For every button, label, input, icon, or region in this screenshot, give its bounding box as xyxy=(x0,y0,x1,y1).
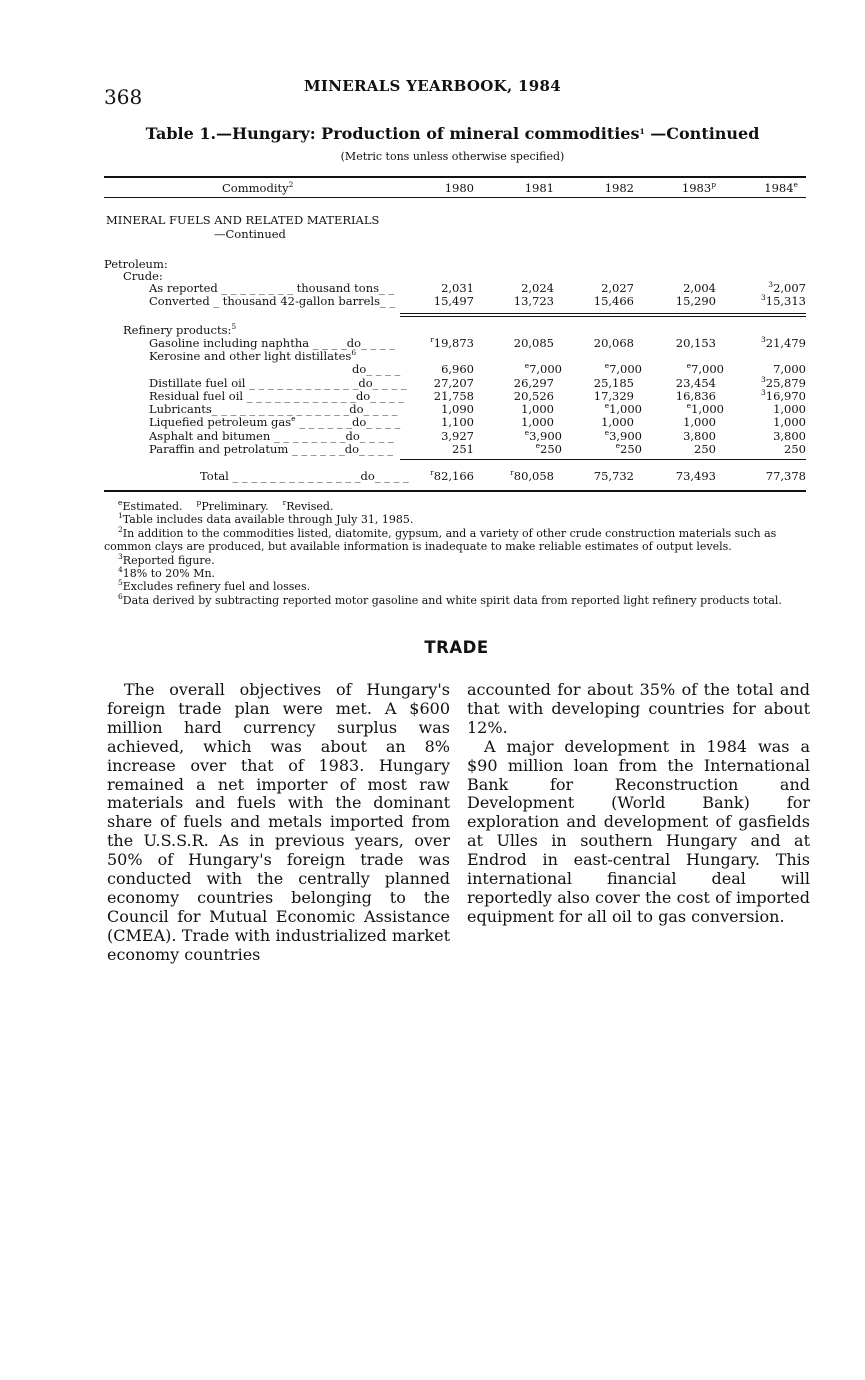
cell-1983: 1,000 xyxy=(683,415,716,429)
cell-1982: 17,329 xyxy=(593,389,634,403)
column-header-1984: 1984e xyxy=(764,180,798,195)
subtotal-rule-2 xyxy=(400,316,806,317)
cell-1981: 1,000 xyxy=(521,402,554,416)
table-title xyxy=(0,124,865,143)
cell-1980: 6,960 xyxy=(441,362,474,376)
cell-1982: 1,000 xyxy=(601,415,634,429)
footnote-6: $^6$Data derived by subtracting reported motor gasoline and white spirit data from reported light refinery products total. xyxy=(118,591,782,607)
cell-1984: 77,378 xyxy=(765,469,806,483)
cell-1981: 20,526 xyxy=(513,389,554,403)
section-heading-row xyxy=(104,213,806,227)
cell-1980: $^r$19,873 xyxy=(430,335,474,350)
cell-1981: 2,024 xyxy=(521,281,554,295)
table-title-suffix: —Continued xyxy=(644,124,760,143)
table-row xyxy=(104,429,806,443)
cell-1980: 2,031 xyxy=(441,281,474,295)
cell-1983: 2,004 xyxy=(683,281,716,295)
row-label-lubricants: Lubricants_ _ _ _ _ _ _ _ _ _ _ _ _ _ _do_ _ _ _ xyxy=(149,402,398,416)
table-row xyxy=(104,442,806,456)
trade-paragraph-2: A major development in 1984 was a $90 million loan from the International Bank for Reconstruction and Development (World Bank) for exploration and development of gasfields at Ulles in southern Hungary and at Endrod in east-central Hungary. This international financial deal will reportedly also cover the cost of imported equipment for all oil to gas conversion. xyxy=(467,736,810,926)
trade-right-column xyxy=(467,681,810,927)
cell-1983: 16,836 xyxy=(675,389,716,403)
refinery-label-row xyxy=(104,323,806,337)
column-header-1981: 1981 xyxy=(524,181,554,195)
crude-label: Crude: xyxy=(123,269,163,283)
cell-1980: $^r$82,166 xyxy=(430,468,474,483)
cell-1980: 3,927 xyxy=(441,429,474,443)
trade-left-column xyxy=(107,681,450,965)
cell-1980: 251 xyxy=(452,442,474,456)
cell-1983: 20,153 xyxy=(675,336,716,350)
table-header-row xyxy=(104,181,806,195)
table-row xyxy=(104,349,806,363)
cell-1984: $^3$2,007 xyxy=(768,280,806,295)
table-row-total xyxy=(104,469,806,483)
section-continued-row xyxy=(104,227,806,241)
row-label-paraffin: Paraffin and petrolatum _ _ _ _ _ _do_ _ _ _ xyxy=(149,442,393,456)
footnote-3: $^3$Reported figure. xyxy=(118,551,215,567)
cell-1980: 27,207 xyxy=(433,376,474,390)
cell-1980: 21,758 xyxy=(433,389,474,403)
running-head: MINERALS YEARBOOK, 1984 xyxy=(304,77,561,95)
cell-1984: 1,000 xyxy=(773,415,806,429)
cell-1982: 20,068 xyxy=(593,336,634,350)
petroleum-label: Petroleum: xyxy=(104,257,168,271)
row-label-total: Total _ _ _ _ _ _ _ _ _ _ _ _ _ _do_ _ _ _ xyxy=(200,469,409,483)
row-label-kerosine: Kerosine and other light distillates$^6$ xyxy=(149,348,357,363)
cell-1983: 3,800 xyxy=(683,429,716,443)
trade-paragraph-1: The overall objectives of Hungary's foreign trade plan were met. A $600 million hard currency surplus was achieved, which was about an 8% increase over that of 1983. Hungary remained a net importer of most raw materials and fuels with the dominant share of fuels and metals imported from the U.S.S.R. As in previous years, over 50% of Hungary's foreign trade was conducted with the centrally planned economy countries belonging to the Council for Mutual Economic Assistance (CMEA). Trade with industrialized market economy countries xyxy=(107,680,450,964)
table-title-footnote: 1 xyxy=(639,127,645,136)
cell-1983: 23,454 xyxy=(675,376,716,390)
cell-1984: $^3$16,970 xyxy=(760,388,806,403)
cell-1983: 73,493 xyxy=(675,469,716,483)
cell-1983: $^e$7,000 xyxy=(686,361,724,376)
cell-1984: $^3$25,879 xyxy=(760,375,806,390)
cell-1981: 20,085 xyxy=(513,336,554,350)
table-header-rule xyxy=(104,197,806,198)
row-label-lpg: Liquefied petroleum gas$^e$ _ _ _ _ _ _do_ _ _ _ xyxy=(149,414,401,429)
table-subtitle: (Metric tons unless otherwise specified) xyxy=(340,150,565,163)
total-rule xyxy=(400,459,806,460)
cell-1982: 15,466 xyxy=(593,294,634,308)
cell-1980: 1,100 xyxy=(441,415,474,429)
cell-1981: $^r$80,058 xyxy=(510,468,554,483)
cell-1981: 1,000 xyxy=(521,415,554,429)
row-label-gasoline: Gasoline including naphtha _ _ _ _do_ _ _ _ xyxy=(149,336,395,350)
row-label-converted: Converted _ thousand 42-gallon barrels_ _ xyxy=(149,294,396,308)
footnote-4: $^4$18% to 20% Mn. xyxy=(118,565,216,581)
page-number: 368 xyxy=(104,85,143,109)
table-title-text: Table 1.—Hungary: Production of mineral commodities xyxy=(145,124,640,143)
footnote-5: $^5$Excludes refinery fuel and losses. xyxy=(118,578,311,594)
table-bottom-rule xyxy=(104,490,806,492)
cell-1981: 26,297 xyxy=(513,376,554,390)
cell-1982: $^e$250 xyxy=(615,441,642,456)
cell-1980: 15,497 xyxy=(433,294,474,308)
table-row xyxy=(104,402,806,416)
cell-1984: 1,000 xyxy=(773,402,806,416)
table-footnotes xyxy=(104,500,814,607)
cell-1980: 1,090 xyxy=(441,402,474,416)
row-label-asphalt: Asphalt and bitumen _ _ _ _ _ _ _ _do_ _ _ _ xyxy=(149,429,394,443)
column-header-1982: 1982 xyxy=(604,181,634,195)
footnote-2: $^2$In addition to the commodities listed, diatomite, gypsum, and a variety of other crude construction materials such as xyxy=(118,524,777,540)
cell-1981: $^e$7,000 xyxy=(524,361,562,376)
table-row xyxy=(104,336,806,350)
row-label-distillate: Distillate fuel oil _ _ _ _ _ _ _ _ _ _ _ _do_ _ _ _ xyxy=(149,376,407,390)
cell-1984: 3,800 xyxy=(773,429,806,443)
section-continued: —Continued xyxy=(214,227,286,241)
cell-1984: 7,000 xyxy=(773,362,806,376)
cell-1984: $^3$15,313 xyxy=(760,293,806,308)
cell-1982: 75,732 xyxy=(593,469,634,483)
section-heading: MINERAL FUELS AND RELATED MATERIALS xyxy=(106,213,380,227)
column-header-1983: 1983$^p$ xyxy=(681,180,716,195)
row-label-kerosine-unit: do_ _ _ _ xyxy=(352,362,401,376)
cell-1982: $^e$7,000 xyxy=(604,361,642,376)
cell-1982: $^e$3,900 xyxy=(604,428,642,443)
column-header-commodity: Commodity$^2$ xyxy=(222,180,294,195)
cell-1984: 250 xyxy=(784,442,806,456)
footnote-2-cont: common clays are produced, but available information is inadequate to make reliable estimates of output levels. xyxy=(104,540,732,554)
trade-heading: TRADE xyxy=(424,638,489,657)
cell-1983: $^e$1,000 xyxy=(686,401,724,416)
table-row xyxy=(104,281,806,295)
cell-1982: $^e$1,000 xyxy=(604,401,642,416)
cell-1981: $^e$3,900 xyxy=(524,428,562,443)
table-row xyxy=(104,376,806,390)
footnote-legend: $^e$Estimated. $^p$Preliminary. $^r$Revised. xyxy=(118,498,334,513)
refinery-products-label: Refinery products:$^5$ xyxy=(123,322,237,337)
cell-1981: $^e$250 xyxy=(535,441,562,456)
table-row xyxy=(104,389,806,403)
cell-1983: 15,290 xyxy=(675,294,716,308)
cell-1983: 250 xyxy=(694,442,716,456)
row-label-residual: Residual fuel oil _ _ _ _ _ _ _ _ _ _ _ _do_ _ _ _ xyxy=(149,389,405,403)
cell-1984: $^3$21,479 xyxy=(760,335,806,350)
footnote-1: $^1$Table includes data available through July 31, 1985. xyxy=(118,511,414,527)
cell-1982: 25,185 xyxy=(593,376,634,390)
cell-1982: 2,027 xyxy=(601,281,634,295)
table-row xyxy=(104,362,806,376)
trade-paragraph-1-cont: accounted for about 35% of the total and that with developing countries for about 12%. xyxy=(467,680,810,737)
table-row xyxy=(104,294,806,308)
table-row xyxy=(104,415,806,429)
cell-1981: 13,723 xyxy=(513,294,554,308)
row-label-as-reported: As reported _ _ _ _ _ _ _ _ thousand tons_ _ xyxy=(149,281,395,295)
subtotal-rule-1 xyxy=(400,313,806,314)
column-header-1980: 1980 xyxy=(444,181,474,195)
table-top-rule xyxy=(104,176,806,178)
